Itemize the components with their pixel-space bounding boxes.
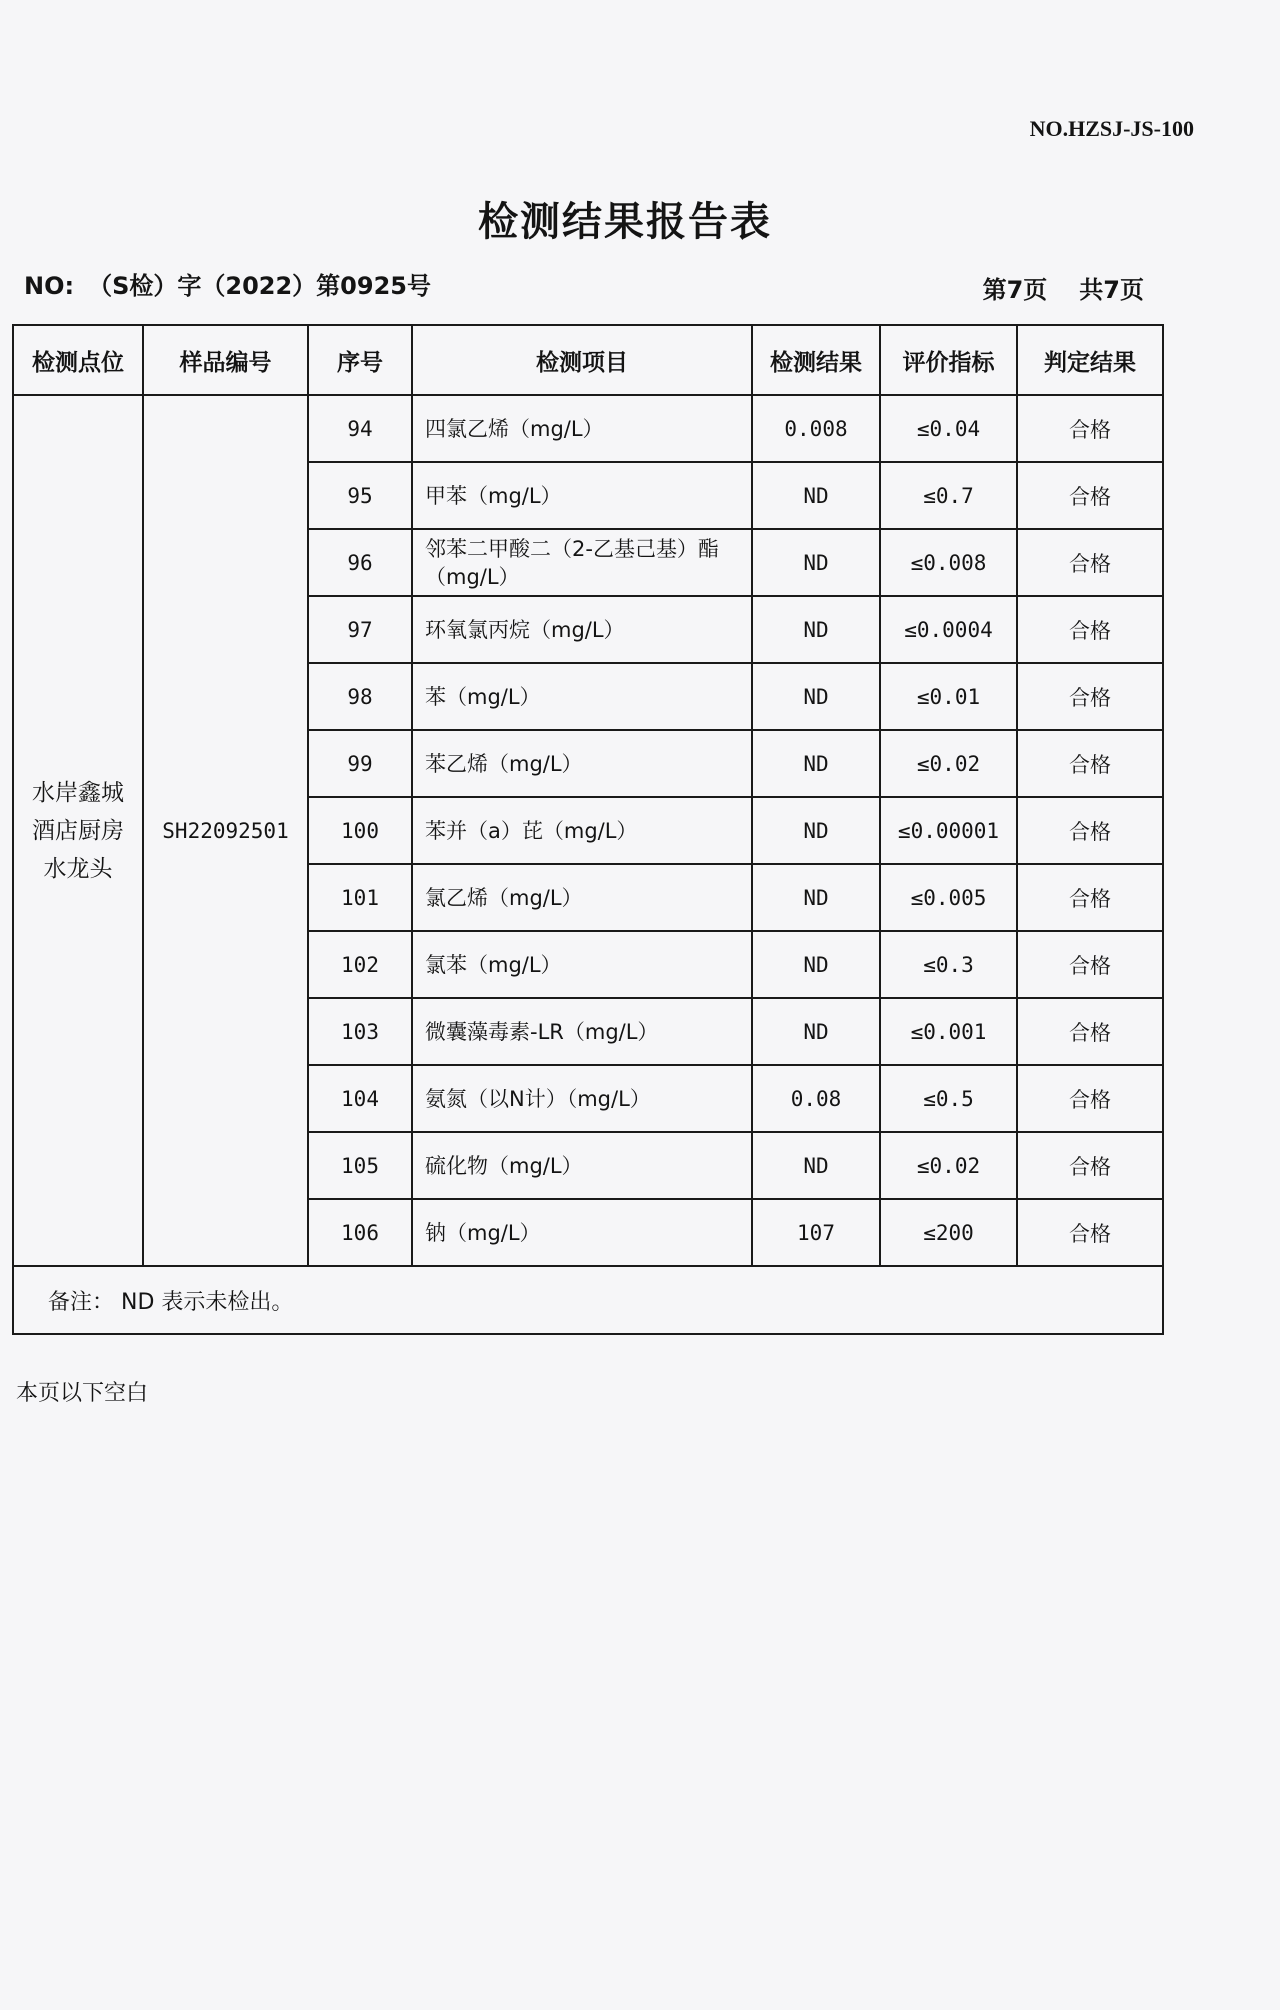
item-cell: 邻苯二甲酸二（2-乙基己基）酯（mg/L） <box>412 529 752 596</box>
seq-cell: 106 <box>308 1199 412 1266</box>
limit-cell: ≤0.0004 <box>880 596 1017 663</box>
page-title: 检测结果报告表 <box>478 199 772 245</box>
result-cell: 0.08 <box>752 1065 880 1132</box>
result-cell: ND <box>752 931 880 998</box>
verdict-cell: 合格 <box>1017 663 1163 730</box>
limit-cell: ≤0.01 <box>880 663 1017 730</box>
item-cell: 钠（mg/L） <box>412 1199 752 1266</box>
blank-below-note: 本页以下空白 <box>16 1381 149 1406</box>
item-cell: 苯（mg/L） <box>412 663 752 730</box>
results-table <box>12 324 1164 1335</box>
verdict-cell: 合格 <box>1017 1132 1163 1199</box>
page-indicator <box>983 270 1144 305</box>
limit-cell: ≤0.3 <box>880 931 1017 998</box>
seq-cell: 102 <box>308 931 412 998</box>
verdict-cell: 合格 <box>1017 529 1163 596</box>
col-header-verdict: 判定结果 <box>1017 325 1163 395</box>
table-row <box>13 395 1163 462</box>
site-cell: 水岸鑫城 酒店厨房 水龙头 <box>13 395 143 1266</box>
remark-row <box>13 1266 1163 1334</box>
result-cell: ND <box>752 596 880 663</box>
result-cell: ND <box>752 462 880 529</box>
limit-cell: ≤0.005 <box>880 864 1017 931</box>
limit-cell: ≤0.5 <box>880 1065 1017 1132</box>
page-current: 第7页 <box>982 276 1048 304</box>
seq-cell: 96 <box>308 529 412 596</box>
col-header-sample-id: 样品编号 <box>143 325 308 395</box>
seq-cell: 105 <box>308 1132 412 1199</box>
verdict-cell: 合格 <box>1017 864 1163 931</box>
item-cell: 苯乙烯（mg/L） <box>412 730 752 797</box>
seq-cell: 98 <box>308 663 412 730</box>
col-header-result: 检测结果 <box>752 325 880 395</box>
verdict-cell: 合格 <box>1017 1199 1163 1266</box>
report-number-value: （S检）字（2022）第0925号 <box>88 272 431 300</box>
item-cell: 硫化物（mg/L） <box>412 1132 752 1199</box>
verdict-cell: 合格 <box>1017 998 1163 1065</box>
remark: 备注： ND 表示未检出。 <box>13 1266 1163 1334</box>
sample-id-cell: SH22092501 <box>143 395 308 1266</box>
result-cell: ND <box>752 797 880 864</box>
result-cell: 0.008 <box>752 395 880 462</box>
verdict-cell: 合格 <box>1017 1065 1163 1132</box>
limit-cell: ≤0.001 <box>880 998 1017 1065</box>
col-header-limit: 评价指标 <box>880 325 1017 395</box>
result-cell: 107 <box>752 1199 880 1266</box>
limit-cell: ≤200 <box>880 1199 1017 1266</box>
report-number <box>24 266 431 301</box>
limit-cell: ≤0.04 <box>880 395 1017 462</box>
verdict-cell: 合格 <box>1017 395 1163 462</box>
item-cell: 苯并（a）芘（mg/L） <box>412 797 752 864</box>
seq-cell: 101 <box>308 864 412 931</box>
seq-cell: 99 <box>308 730 412 797</box>
seq-cell: 94 <box>308 395 412 462</box>
verdict-cell: 合格 <box>1017 462 1163 529</box>
result-cell: ND <box>752 1132 880 1199</box>
result-cell: ND <box>752 529 880 596</box>
document-code: NO.HZSJ-JS-100 <box>1029 116 1194 141</box>
limit-cell: ≤0.7 <box>880 462 1017 529</box>
limit-cell: ≤0.02 <box>880 1132 1017 1199</box>
result-cell: ND <box>752 663 880 730</box>
limit-cell: ≤0.02 <box>880 730 1017 797</box>
col-header-site: 检测点位 <box>13 325 143 395</box>
limit-cell: ≤0.008 <box>880 529 1017 596</box>
seq-cell: 95 <box>308 462 412 529</box>
item-cell: 氨氮（以N计）（mg/L） <box>412 1065 752 1132</box>
seq-cell: 104 <box>308 1065 412 1132</box>
seq-cell: 103 <box>308 998 412 1065</box>
item-cell: 微囊藻毒素-LR（mg/L） <box>412 998 752 1065</box>
col-header-item: 检测项目 <box>412 325 752 395</box>
item-cell: 氯苯（mg/L） <box>412 931 752 998</box>
page-total: 共7页 <box>1079 276 1144 304</box>
limit-cell: ≤0.00001 <box>880 797 1017 864</box>
result-cell: ND <box>752 864 880 931</box>
seq-cell: 100 <box>308 797 412 864</box>
report-number-label: NO: <box>24 272 75 300</box>
result-cell: ND <box>752 998 880 1065</box>
verdict-cell: 合格 <box>1017 596 1163 663</box>
seq-cell: 97 <box>308 596 412 663</box>
item-cell: 环氧氯丙烷（mg/L） <box>412 596 752 663</box>
verdict-cell: 合格 <box>1017 797 1163 864</box>
col-header-seq: 序号 <box>308 325 412 395</box>
item-cell: 甲苯（mg/L） <box>412 462 752 529</box>
verdict-cell: 合格 <box>1017 730 1163 797</box>
item-cell: 氯乙烯（mg/L） <box>412 864 752 931</box>
result-cell: ND <box>752 730 880 797</box>
table-header-row <box>13 325 1163 395</box>
verdict-cell: 合格 <box>1017 931 1163 998</box>
item-cell: 四氯乙烯（mg/L） <box>412 395 752 462</box>
